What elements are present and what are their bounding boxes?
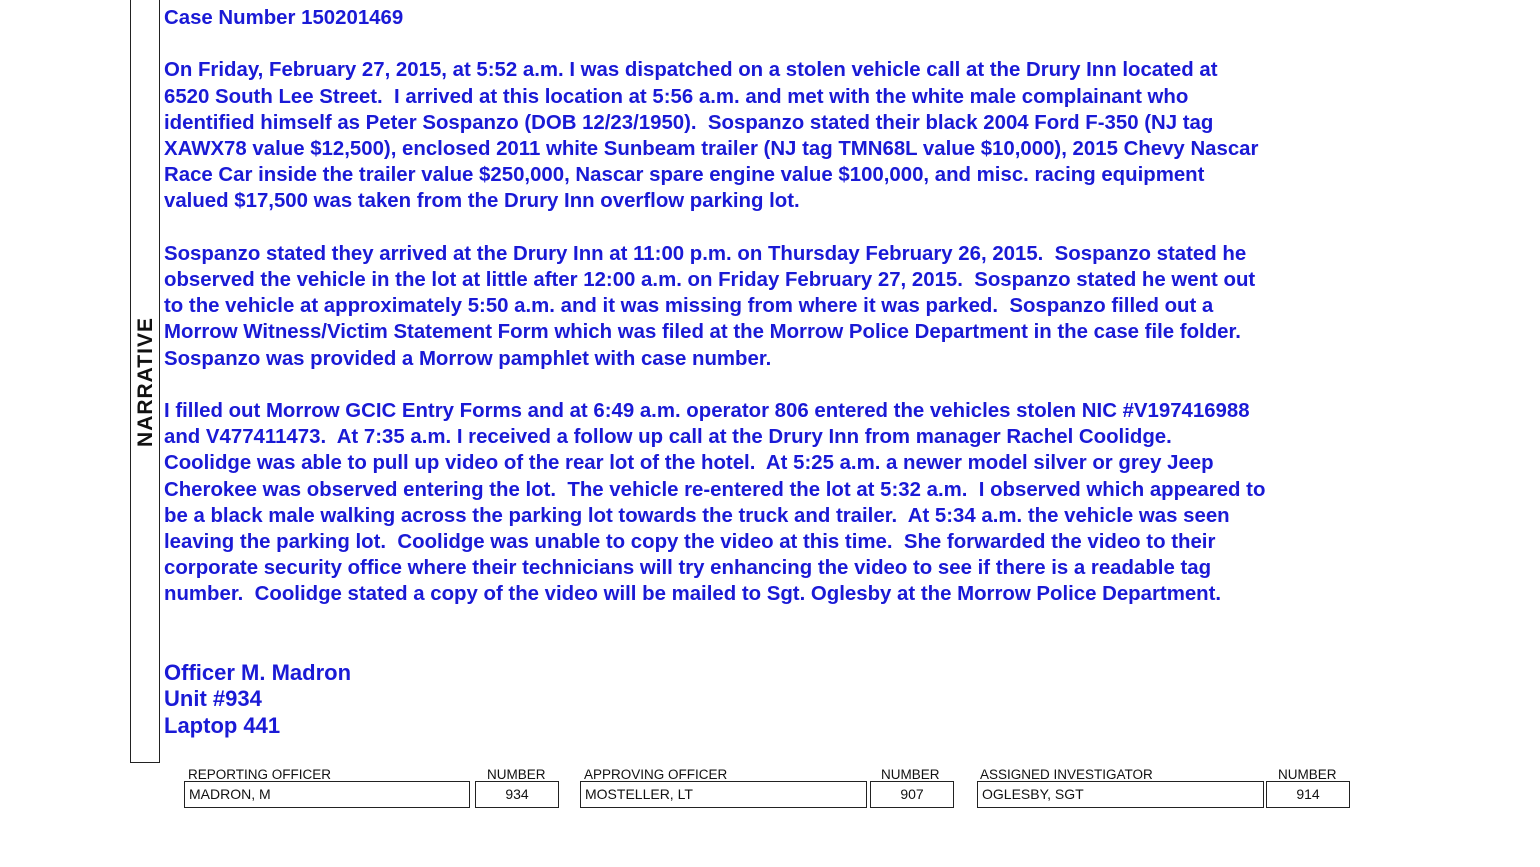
signature-officer: Officer M. Madron xyxy=(164,660,352,686)
narrative-paragraph-3: I filled out Morrow GCIC Entry Forms and at 6:49 a.m. operator 806 entered the vehicles stolen NIC #V197416988 and V477411473. At 7:35 a.m. I received a follow up call at the Drury Inn from manager Rachel Coolidge. Coolidge was able to pull up video of the rear lot of the hotel. At 5:25 a.m. a newer model silver or grey Jeep Cherokee was observed entering the lot. The vehicle re-entered the lot at 5:32 a.m. I observed which appeared to be a black male walking across the parking lot towards the truck and trailer. At 5:34 a.m. the vehicle was seen leaving the parking lot. Coolidge was unable to copy the video at this time. She forwarded the video to their corporate security office where their technicians will try enhancing the video to see if there is a readable tag number. Coolidge stated a copy of the video will be mailed to Sgt. Oglesby at the Morrow Police Department. xyxy=(164,400,1266,606)
approving-officer-field: MOSTELLER, LT xyxy=(580,781,867,808)
assigned-number-field: 914 xyxy=(1266,781,1350,808)
reporting-officer-label: REPORTING OFFICER xyxy=(188,767,332,782)
narrative-body xyxy=(164,5,1414,739)
reporting-number-label: NUMBER xyxy=(487,767,546,782)
assigned-number-label: NUMBER xyxy=(1278,767,1337,782)
narrative-label: NARRATIVE xyxy=(134,317,157,447)
reporting-number-field: 934 xyxy=(475,781,559,808)
case-number: Case Number 150201469 xyxy=(164,7,404,29)
narrative-paragraph-1: On Friday, February 27, 2015, at 5:52 a.m. I was dispatched on a stolen vehicle call at the Drury Inn located at 6520 South Lee Street. I arrived at this location at 5:56 a.m. and met with the white male complainant who identified himself as Peter Sospanzo (DOB 12/23/1950). Sospanzo stated their black 2004 Ford F-350 (NJ tag XAWX78 value $12,500), enclosed 2011 white Sunbeam trailer (NJ tag TMN68L value $10,000), 2015 Chevy Nascar Race Car inside the trailer value $250,000, Nascar spare engine value $100,000, and misc. racing equipment valued $17,500 was taken from the Drury Inn overflow parking lot. xyxy=(164,59,1259,213)
signature-laptop: Laptop 441 xyxy=(164,712,281,738)
narrative-paragraph-2: Sospanzo stated they arrived at the Drury Inn at 11:00 p.m. on Thursday February 26, 2015. Sospanzo stated he observed the vehicle in the lot at little after 12:00 a.m. on Friday February 27, 2015. Sospanzo stated he went out to the vehicle at approximately 5:50 a.m. and it was missing from where it was parked. Sospanzo filled out a Morrow Witness/Victim Statement Form which was filed at the Morrow Police Department in the case file folder. Sospanzo was provided a Morrow pamphlet with case number. xyxy=(164,242,1256,370)
approving-number-label: NUMBER xyxy=(881,767,940,782)
approving-number-field: 907 xyxy=(870,781,954,808)
assigned-investigator-field: OGLESBY, SGT xyxy=(977,781,1264,808)
approving-officer-label: APPROVING OFFICER xyxy=(584,767,728,782)
assigned-investigator-label: ASSIGNED INVESTIGATOR xyxy=(980,767,1153,782)
reporting-officer-field: MADRON, M xyxy=(184,781,470,808)
signature-unit: Unit #934 xyxy=(164,686,262,712)
